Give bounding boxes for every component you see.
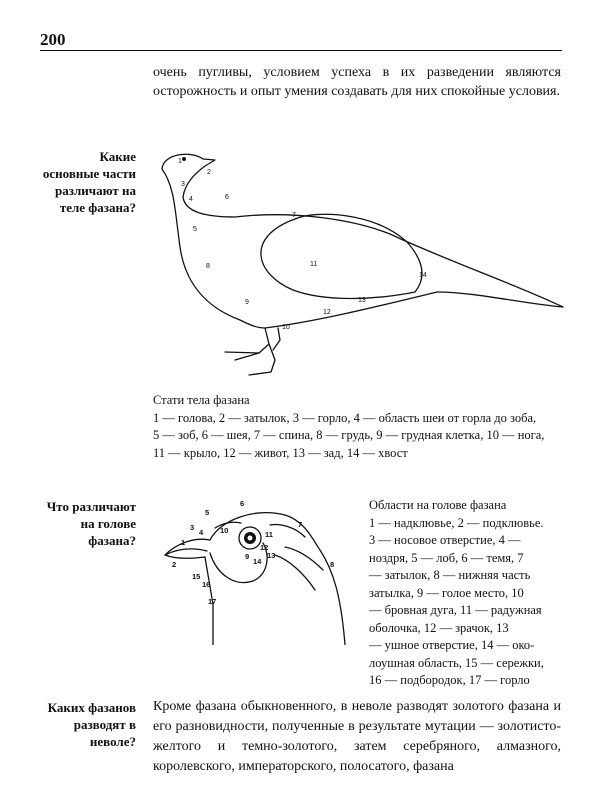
question-captive-pheasants: Каких фазанов разводят в неволе?: [47, 700, 136, 749]
svg-text:6: 6: [225, 194, 229, 201]
svg-text:15: 15: [192, 572, 201, 581]
svg-text:11: 11: [310, 261, 318, 268]
head-caption-line: затылка, 9 — голое место, 10: [369, 585, 524, 600]
head-caption-line: оболочка, 12 — зрачок, 13: [369, 620, 509, 635]
head-caption-line: 16 — подбородок, 17 — горло: [369, 673, 530, 687]
head-caption-line: 1 — надклювье, 2 — подклювье.: [369, 515, 544, 530]
svg-text:17: 17: [208, 597, 217, 606]
svg-text:3: 3: [181, 181, 185, 188]
svg-text:3: 3: [190, 523, 195, 532]
svg-text:2: 2: [172, 560, 177, 569]
svg-text:14: 14: [419, 272, 427, 279]
captive-pheasants-paragraph: Кроме фазана обыкновенного, в неволе разводят золотого фазана и его разновидности, полученные в результате мутации — золотисто-желтого и темно-золотого, затем серебряного, алмазного, королевского, императорского, полосатого, фазана: [153, 699, 561, 774]
svg-text:9: 9: [245, 552, 250, 561]
pheasant-head-illustration: [155, 495, 365, 645]
svg-text:12: 12: [323, 309, 331, 316]
svg-text:7: 7: [292, 212, 296, 219]
question-body-parts: Какие основные части различают на теле фазана?: [42, 149, 136, 215]
intro-paragraph: очень пугливы, условием успеха в их разведении являются осторожность и опыт умения создавать для них спокойные условия.: [153, 65, 561, 99]
svg-text:13: 13: [358, 297, 366, 304]
body-caption-title: Стати тела фазана: [153, 393, 250, 407]
page-number: 200: [40, 30, 66, 49]
svg-text:8: 8: [330, 560, 335, 569]
header-rule: [40, 50, 562, 51]
svg-text:2: 2: [207, 169, 211, 176]
head-caption-line: — ушное отверстие, 14 — око-: [369, 638, 535, 652]
body-caption-line: 11 — крыло, 12 — живот, 13 — зад, 14 — хвост: [153, 445, 408, 460]
svg-text:14: 14: [253, 557, 262, 566]
svg-text:6: 6: [240, 499, 245, 508]
head-caption-line: ноздря, 5 — лоб, 6 — темя, 7: [369, 550, 524, 565]
svg-text:1: 1: [181, 538, 186, 547]
svg-text:10: 10: [220, 526, 229, 535]
head-caption-line: лоушная область, 15 — сережки,: [369, 655, 544, 670]
svg-text:7: 7: [298, 520, 303, 529]
body-caption-line: 1 — голова, 2 — затылок, 3 — горло, 4 — область шеи от горла до зоба,: [153, 410, 537, 425]
svg-text:4: 4: [189, 196, 193, 203]
pheasant-body-illustration: [145, 142, 570, 382]
body-figure-caption: [153, 392, 561, 462]
svg-text:12: 12: [260, 543, 269, 552]
svg-text:16: 16: [202, 580, 211, 589]
body-caption-line: 5 — зоб, 6 — шея, 7 — спина, 8 — грудь, 9 — грудная клетка, 10 — нога,: [153, 428, 545, 442]
svg-text:1: 1: [178, 158, 182, 165]
head-figure-caption: [369, 497, 562, 690]
svg-text:13: 13: [267, 551, 276, 560]
head-caption-line: — затылок, 8 — нижняя часть: [369, 568, 531, 582]
svg-text:4: 4: [199, 528, 204, 537]
svg-text:11: 11: [265, 530, 273, 539]
svg-text:9: 9: [245, 299, 249, 306]
head-caption-line: — бровная дуга, 11 — радужная: [369, 603, 542, 617]
svg-text:8: 8: [206, 263, 210, 270]
head-caption-title: Области на голове фазана: [369, 498, 507, 512]
question-head-parts: Что различают на голове фазана?: [46, 499, 136, 548]
svg-text:10: 10: [282, 324, 290, 331]
svg-text:5: 5: [193, 226, 197, 233]
head-caption-line: 3 — носовое отверстие, 4 —: [369, 533, 521, 547]
svg-text:5: 5: [205, 508, 210, 517]
